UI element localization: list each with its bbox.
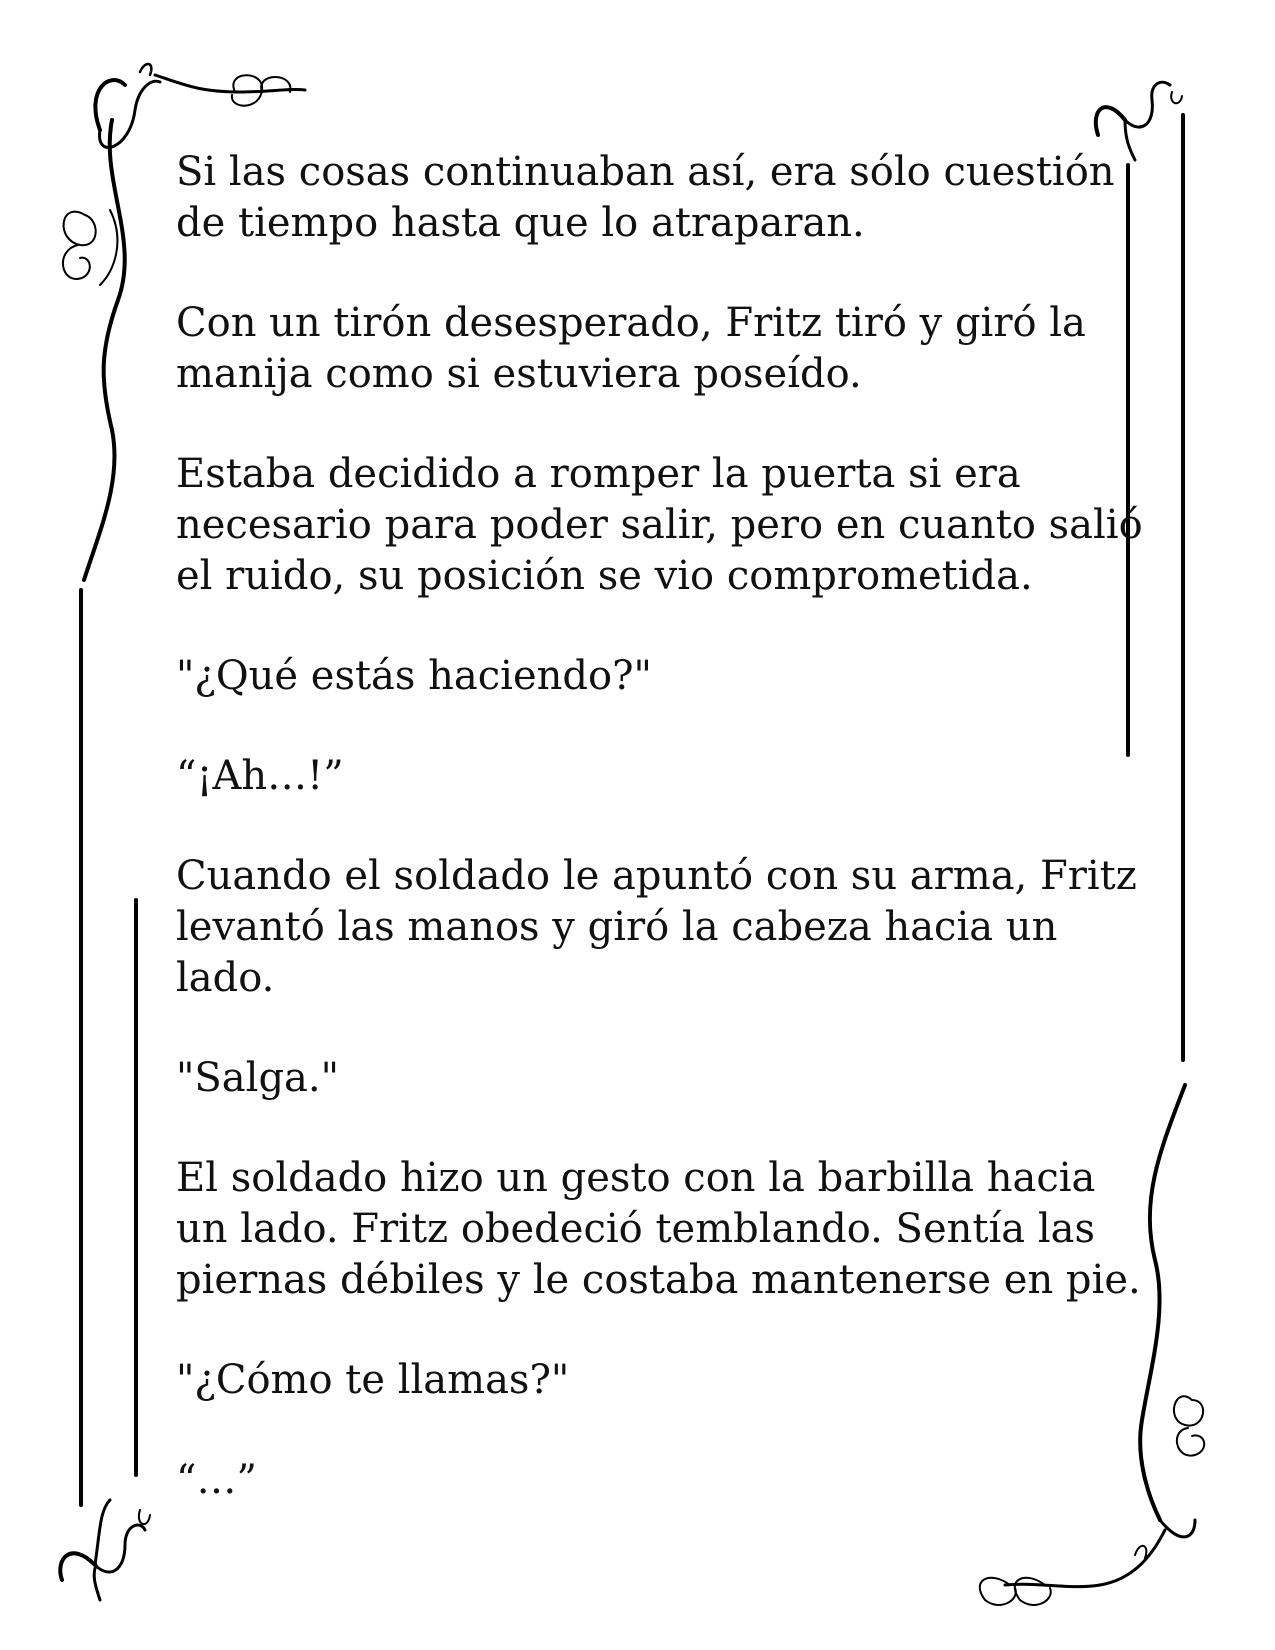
story-text-body [176,147,1143,1555]
paragraph-9-dialogue [176,1355,1111,1406]
text-line: "¿Cómo te llamas?" [176,1357,570,1403]
text-line: Cuando el soldado le apuntó con su arma, Fritz [176,853,1137,899]
text-line: “¡Ah…!” [176,753,344,799]
text-line: El soldado hizo un gesto con la barbilla hacia [176,1155,1096,1201]
paragraph-5-dialogue [176,751,1111,802]
text-line: "¿Qué estás haciendo?" [176,653,652,699]
text-line: necesario para poder salir, pero en cuanto salió [176,502,1143,548]
text-line: el ruido, su posición se vio comprometida. [176,553,1033,599]
bottom-left-flourish-ornament [60,1500,150,1600]
paragraph-4-dialogue [176,651,1111,702]
text-line: piernas débiles y le costaba mantenerse en pie. [176,1257,1141,1303]
paragraph-7-dialogue [176,1053,1111,1104]
paragraph-3 [176,449,1143,602]
text-line: lado. [176,955,275,1001]
text-line: de tiempo hasta que lo atraparan. [176,200,865,246]
paragraph-2 [176,298,1111,400]
text-line: Si las cosas continuaban así, era sólo cuestión [176,149,1115,195]
text-line: "Salga." [176,1055,340,1101]
text-line: un lado. Fritz obedeció temblando. Sentía las [176,1206,1095,1252]
paragraph-8 [176,1153,1141,1306]
paragraph-1 [176,147,1115,249]
paragraph-10-dialogue [176,1455,1111,1506]
text-line: Con un tirón desesperado, Fritz tiró y giró la [176,300,1086,346]
text-line: levantó las manos y giró la cabeza hacia un [176,904,1058,950]
text-line: “…” [176,1457,257,1503]
text-line: manija como si estuviera poseído. [176,351,862,397]
text-line: Estaba decidido a romper la puerta si era [176,451,1021,497]
paragraph-6 [176,851,1137,1004]
